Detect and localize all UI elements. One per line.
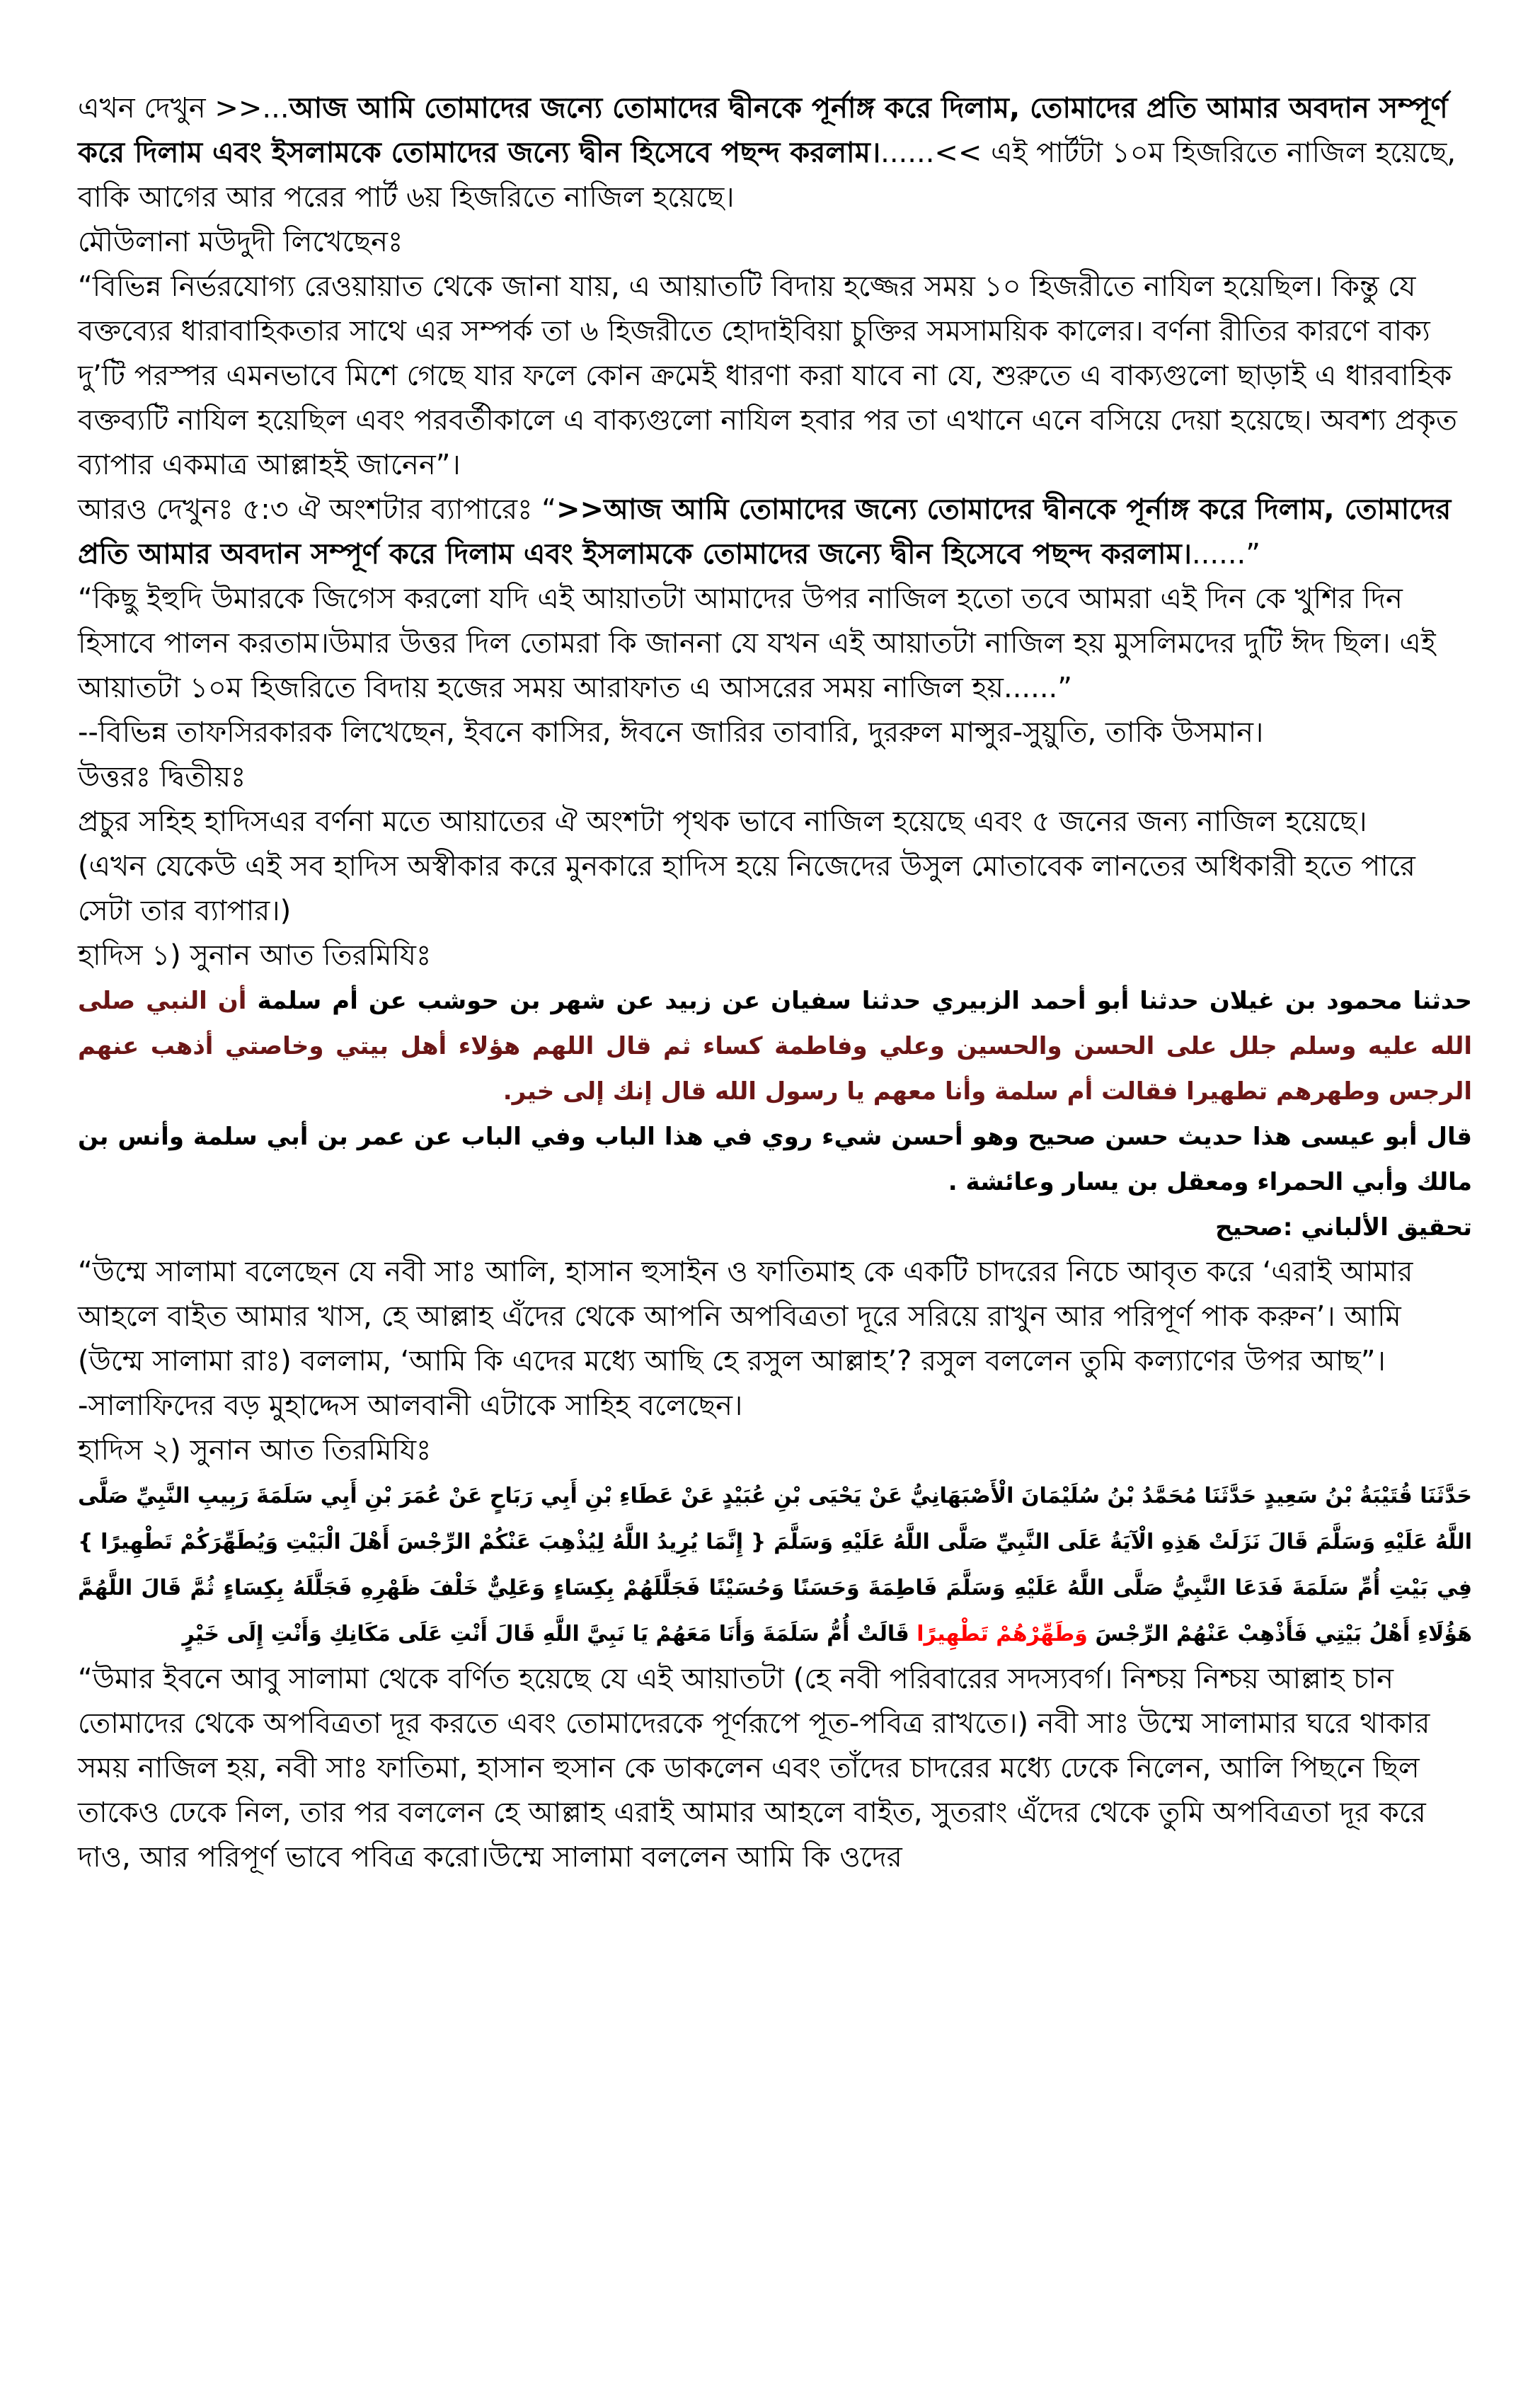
answer-heading: উত্তরঃ দ্বিতীয়ঃ (78, 761, 246, 793)
hadith1-arabic-isnad: حدثنا محمود بن غيلان حدثنا أبو أحمد الزبيري حدثنا سفيان عن زبيد عن شهر بن حوشب عن أم سلمة (246, 987, 1472, 1015)
umar-jews-quote: “কিছু ইহুদি উমারকে জিগেস করলো যদি এই আয়াতটা আমাদের উপর নাজিল হতো তবে আমরা এই দিন কে খুশির দিন হিসাবে পালন করতাম।উমার উত্তর দিল তোমরা কি জাননা যে যখন এই আয়াতটা নাজিল হয় মুসলিমদের দুটি ঈদ ছিল। এই আয়াতটা ১০ম হিজরিতে বিদায় হজের সময় আরাফাত এ আসরের সময় নাজিল হয়......” (78, 583, 1436, 704)
warning-note: (এখন যেকেউ এই সব হাদিস অস্বীকার করে মুনকারে হাদিস হয়ে নিজেদের উসুল মোতাবেক লানতের অধিকারী হতে পারে সেটা তার ব্যাপার।) (78, 850, 1415, 927)
intro-paragraph (78, 86, 1472, 220)
hadith1-bengali-translation: “উম্মে সালামা বলেছেন যে নবী সাঃ আলি, হাসান হুসাইন ও ফাতিমাহ কে একটি চাদরের নিচে আবৃত করে ‘এরাই আমার আহলে বাইত আমার খাস, হে আল্লাহ এঁদের থেকে আপনি অপবিত্রতা দূরে সরিয়ে রাখুন আর পরিপূর্ণ পাক করুন’। আমি (উম্মে সালামা রাঃ) বললাম, ‘আমি কি এদের মধ্যে আছি হে রসুল আল্লাহ’? রসুল বললেন তুমি কল্যাণের উপর আছ”। (78, 1256, 1413, 1377)
tafsir-authors-line: --বিভিন্ন তাফসিরকারক লিখেছেন, ইবনে কাসির, ঈবনে জারির তাবারি, দুররুল মান্সুর-সুয়ুতি, তাকি উসমান। (78, 716, 1264, 749)
maududi-quote: “বিভিন্ন নির্ভরযোগ্য রেওয়ায়াত থেকে জানা যায়, এ আয়াতটি বিদায় হজ্জের সময় ১০ হিজরীতে নাযিল হয়েছিল। কিন্তু যে বক্তব্যের ধারাবাহিকতার সাথে এর সম্পর্ক তা ৬ হিজরীতে হোদাইবিয়া চুক্তির সমসাময়িক কালের। বর্ণনা রীতির কারণে বাক্য দু’টি পরস্পর এমনভাবে মিশে গেছে যার ফলে কোন ক্রমেই ধারণা করা যাবে না যে, শুরুতে এ বাক্যগুলো ছাড়াই এ ধারবাহিক বক্তব্যটি নাযিল হয়েছিল এবং পরবর্তীকালে এ বাক্যগুলো নাযিল হবার পর তা এখানে এনে বসিয়ে দেয়া হয়েছে। অবশ্য প্রকৃত ব্যাপার একমাত্র আল্লাহই জানেন”। (78, 270, 1457, 481)
intro-suffix: ......<< এই পার্টটা ১০ম হিজরিতে নাজিল হয়েছে, বাকি আগের আর পরের পার্ট ৬য় হিজরিতে নাজিল হয়েছে। (78, 137, 1456, 214)
maududi-heading: মৌউলানা মউদুদী লিখেছেনঃ (78, 226, 403, 258)
hadith2-arabic-text (78, 1473, 1472, 1657)
albani-verdict-arabic: تحقيق الألباني :صحيح (1215, 1213, 1472, 1242)
hadith2-bengali-translation: “উমার ইবনে আবু সালামা থেকে বর্ণিত হয়েছে যে এই আয়াতটা (হে নবী পরিবারের সদস্যবর্গ। নিশ্চয় নিশ্চয় আল্লাহ চান তোমাদের থেকে অপবিত্রতা দূর করতে এবং তোমাদেরকে পূর্ণরূপে পূত-পবিত্র রাখতে।) নবী সাঃ উম্মে সালামার ঘরে থাকার সময় নাজিল হয়, নবী সাঃ ফাতিমা, হাসান হুসান কে ডাকলেন এবং তাঁদের চাদরের মধ্যে ঢেকে নিলেন, আলি পিছনে ছিল তাকেও ঢেকে নিল, তার পর বললেন হে আল্লাহ এরাই আমার আহলে বাইত, সুতরাং এঁদের থেকে তুমি অপবিত্রতা দূর করে দাও, আর পরিপূর্ণ ভাবে পবিত্র করো।উম্মে সালামা বললেন আমি কি ওদের (78, 1663, 1430, 1874)
see-also-quran-verse-bold: >>আজ আমি তোমাদের জন্যে তোমাদের দ্বীনকে পূর্নাঙ্গ করে দিলাম, তোমাদের প্রতি আমার অবদান সম্পূর্ণ করে দিলাম এবং ইসলামকে তোমাদের জন্যে দ্বীন হিসেবে পছন্দ করলাম। (78, 493, 1452, 571)
intro-prefix: এখন দেখুন >>... (78, 92, 289, 125)
hadith2-arabic-after-red: قَالَتْ أُمُّ سَلَمَةَ وَأَنَا مَعَهُمْ يَا نَبِيَّ اللَّهِ قَالَ أَنْتِ عَلَى مَكَانِكِ وَأَنْتِ إِلَى خَيْرٍ (182, 1622, 917, 1646)
albani-note: -সালাফিদের বড় মুহাদ্দেস আলবানী এটাকে সাহিহ বলেছেন। (78, 1389, 743, 1422)
hadith1-heading: হাদিস ১) সুনান আত তিরমিযিঃ (78, 939, 432, 972)
see-also-paragraph (78, 488, 1472, 577)
hadith1-arabic-text (78, 978, 1472, 1114)
hadith2-arabic-before-red: حَدَّثَنَا قُتَيْبَةُ بْنُ سَعِيدٍ حَدَّثَنَا مُحَمَّدُ بْنُ سُلَيْمَانَ الْأَصْبَهَانِيُّ عَنْ يَحْيَى بْنِ عُبَيْدٍ عَنْ عَطَاءِ بْنِ أَبِي رَبَاحٍ عَنْ عُمَرَ بْنِ أَبِي سَلَمَةَ رَبِيبِ النَّبِيِّ صَلَّى اللَّهُ عَلَيْهِ وَسَلَّمَ قَالَ نَزَلَتْ هَذِهِ الْآيَةُ عَلَى النَّبِيِّ صَلَّى اللَّهُ عَلَيْهِ وَسَلَّمَ { إِنَّمَا يُرِيدُ اللَّهُ لِيُذْهِبَ عَنْكُمْ الرِّجْسَ أَهْلَ الْبَيْتِ وَيُطَهِّرَكُمْ تَطْهِيرًا } فِي بَيْتِ أُمِّ سَلَمَةَ فَدَعَا النَّبِيُّ صَلَّى اللَّهُ عَلَيْهِ وَسَلَّمَ فَاطِمَةَ وَحَسَنًا وَحُسَيْنًا فَجَلَّلَهُمْ بِكِسَاءٍ وَعَلِيٌّ خَلْفَ ظَهْرِهِ فَجَلَّلَهُ بِكِسَاءٍ ثُمَّ قَالَ اللَّهُمَّ هَؤُلَاءِ أَهْلُ بَيْتِي فَأَذْهِبْ عَنْهُمْ الرِّجْسَ (78, 1484, 1472, 1646)
separate-revelation-line: প্রচুর সহিহ হাদিসএর বর্ণনা মতে আয়াতের ঐ অংশটা পৃথক ভাবে নাজিল হয়েছে এবং ৫ জনের জন্য নাজিল হয়েছে। (78, 806, 1367, 838)
see-also-prefix: আরও দেখুনঃ ৫:৩ ঐ অংশটার ব্যাপারেঃ “ (78, 493, 556, 526)
hadith1-arabic-matn-maroon: أن النبي صلى الله عليه وسلم جلل على الحسن والحسين وعلي وفاطمة كساء ثم قال اللهم هؤلاء أهل بيتي وخاصتي أذهب عنهم الرجس وطهرهم تطهيرا فقالت أم سلمة وأنا معهم يا رسول الله قال إنك إلى خير. (78, 987, 1472, 1106)
hadith2-arabic-red-phrase: وَطَهِّرْهُمْ تَطْهِيرًا (916, 1622, 1088, 1646)
see-also-suffix: ......” (1191, 538, 1260, 571)
hadith2-heading: হাদিস ২) সুনান আত তিরমিযিঃ (78, 1434, 432, 1467)
hadith1-grading-arabic: قال أبو عيسى هذا حديث حسن صحيح وهو أحسن شيء روي في هذا الباب وفي الباب عن عمر بن أبي سلمة وأنس بن مالك وأبي الحمراء ومعقل بن يسار وعائشة . (78, 1123, 1472, 1196)
intro-quran-verse-bold: আজ আমি তোমাদের জন্যে তোমাদের দ্বীনকে পূর্নাঙ্গ করে দিলাম, তোমাদের প্রতি আমার অবদান সম্পূর্ণ করে দিলাম এবং ইসলামকে তোমাদের জন্যে দ্বীন হিসেবে পছন্দ করলাম। (78, 92, 1448, 169)
